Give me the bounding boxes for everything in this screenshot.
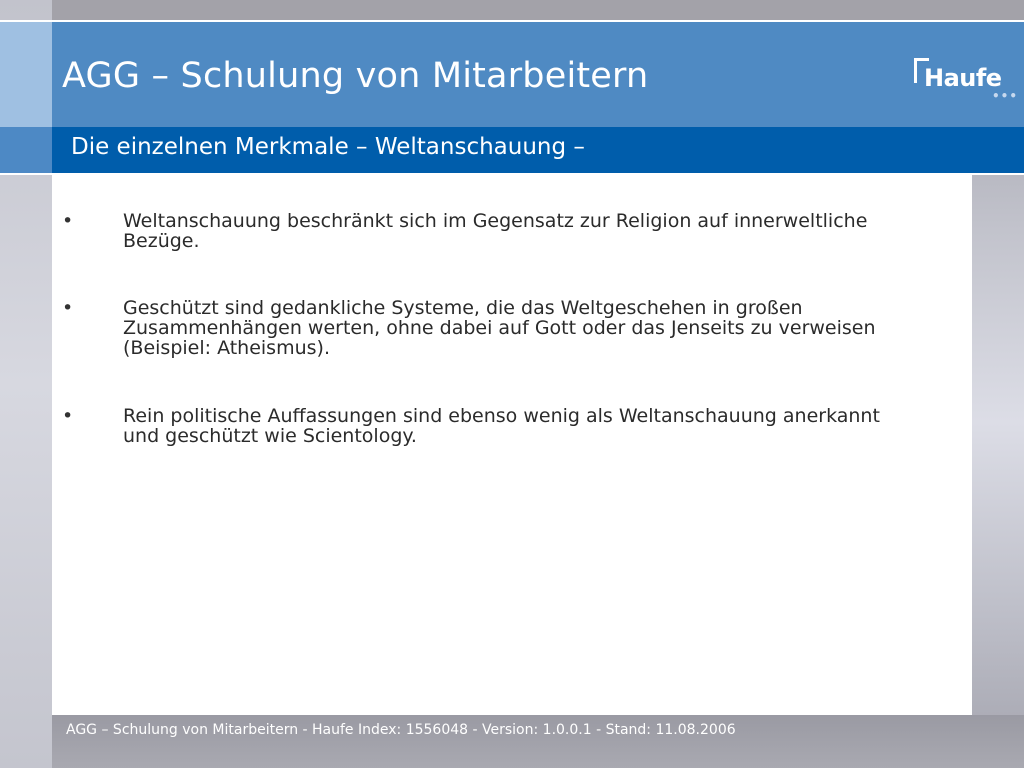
top-decor-strip [52,0,1024,20]
slide-header [0,20,1024,129]
bullet-dot: • [62,297,74,319]
slide-subheader [0,127,1024,175]
haufe-logo [914,58,1019,103]
slide-content [52,175,972,715]
slide-subtitle: Die einzelnen Merkmale – Weltanschauung – [71,134,585,160]
logo-text: Haufe [924,64,1002,92]
slide-footer [52,715,1024,768]
footer-text: AGG – Schulung von Mitarbeitern - Haufe Index: 1556048 - Version: 1.0.0.1 - Stand: 11.08.2006 [66,722,736,738]
header-accent-block [0,22,52,127]
bullet-text: Rein politische Auffassungen sind ebenso wenig als Weltanschauung anerkannt und geschützt wie Scientology. [123,405,880,447]
bullet-dot: • [62,210,74,232]
bullet-text: Weltanschauung beschränkt sich im Gegensatz zur Religion auf innerweltliche Bezüge. [123,210,868,252]
slide-title: AGG – Schulung von Mitarbeitern [62,56,649,96]
bullet-dot: • [62,405,74,427]
logo-dots-icon: ••• [992,89,1019,103]
bullet-text: Geschützt sind gedankliche Systeme, die das Weltgeschehen in großen Zusammenhängen werten, ohne dabei auf Gott oder das Jenseits zu verweisen (Beispiel: Atheismus). [123,297,876,359]
subheader-accent-block [0,127,52,173]
